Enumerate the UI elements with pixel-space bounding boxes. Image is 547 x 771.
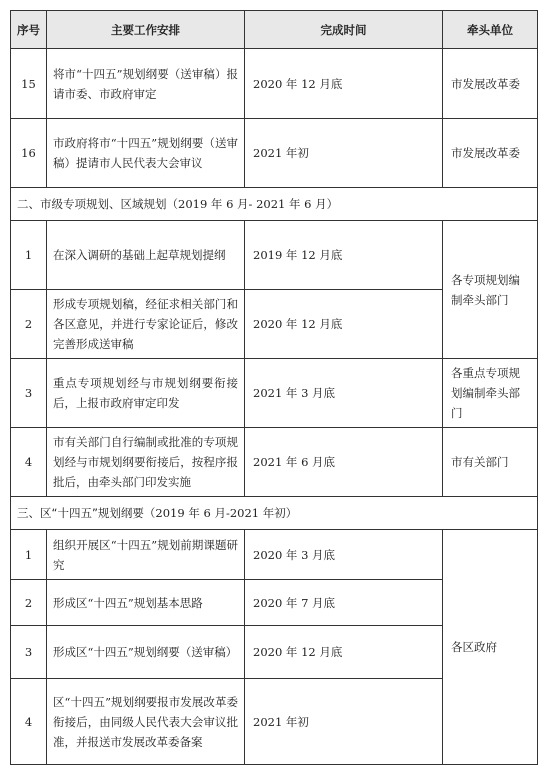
row-task: 形成区“十四五”规划基本思路 — [47, 580, 245, 626]
row-time: 2020 年 3 月底 — [245, 530, 443, 580]
table-row — [11, 359, 538, 428]
row-task: 区“十四五”规划纲要报市发展改革委衔接后，由同级人民代表大会审议批准，并报送市发展改革委备案 — [47, 679, 245, 765]
table-row — [11, 119, 538, 188]
table-row — [11, 428, 538, 497]
row-seq: 15 — [11, 49, 47, 119]
table-row — [11, 530, 538, 580]
row-task: 组织开展区“十四五”规划前期课题研究 — [47, 530, 245, 580]
row-time: 2020 年 12 月底 — [245, 626, 443, 679]
row-time: 2020 年 12 月底 — [245, 290, 443, 359]
row-time: 2020 年 7 月底 — [245, 580, 443, 626]
section-3-title: 三、区“十四五”规划纲要 — [17, 506, 144, 520]
section-2-period: （2019 年 6 月- 2021 年 6 月） — [166, 197, 339, 211]
section-3-period: （2019 年 6 月-2021 年初） — [143, 506, 298, 520]
row-seq: 4 — [11, 679, 47, 765]
row-task: 形成专项规划稿，经征求相关部门和各区意见，并进行专家论证后，修改完善形成送审稿 — [47, 290, 245, 359]
section-2-title: 二、市级专项规划、区域规划 — [17, 197, 167, 211]
row-seq: 4 — [11, 428, 47, 497]
row-unit-merged: 各专项规划编制牵头部门 — [443, 221, 538, 359]
header-task: 主要工作安排 — [47, 11, 245, 49]
header-unit: 牵头单位 — [443, 11, 538, 49]
row-unit: 各重点专项规划编制牵头部门 — [443, 359, 538, 428]
row-task: 将市“十四五”规划纲要（送审稿）报请市委、市政府审定 — [47, 49, 245, 119]
table-row — [11, 221, 538, 290]
row-time: 2021 年 3 月底 — [245, 359, 443, 428]
row-seq: 16 — [11, 119, 47, 188]
row-seq: 1 — [11, 221, 47, 290]
document-page — [10, 10, 537, 765]
row-unit: 市发展改革委 — [443, 49, 538, 119]
row-unit: 市有关部门 — [443, 428, 538, 497]
section-2-heading — [11, 188, 538, 221]
row-seq: 2 — [11, 580, 47, 626]
row-task: 重点专项规划经与市规划纲要衔接后，上报市政府审定印发 — [47, 359, 245, 428]
row-time: 2019 年 12 月底 — [245, 221, 443, 290]
table-row — [11, 49, 538, 119]
header-seq: 序号 — [11, 11, 47, 49]
row-task: 市政府将市“十四五”规划纲要（送审稿）提请市人民代表大会审议 — [47, 119, 245, 188]
table-header-row — [11, 11, 538, 49]
row-time: 2021 年初 — [245, 119, 443, 188]
schedule-table — [10, 10, 538, 765]
row-time: 2020 年 12 月底 — [245, 49, 443, 119]
row-task: 形成区“十四五”规划纲要（送审稿） — [47, 626, 245, 679]
row-unit-merged: 各区政府 — [443, 530, 538, 765]
section-heading-row — [11, 497, 538, 530]
row-unit: 市发展改革委 — [443, 119, 538, 188]
row-time: 2021 年 6 月底 — [245, 428, 443, 497]
section-heading-row — [11, 188, 538, 221]
row-seq: 2 — [11, 290, 47, 359]
section-3-heading — [11, 497, 538, 530]
header-time: 完成时间 — [245, 11, 443, 49]
row-time: 2021 年初 — [245, 679, 443, 765]
row-seq: 3 — [11, 359, 47, 428]
row-seq: 3 — [11, 626, 47, 679]
row-seq: 1 — [11, 530, 47, 580]
row-task: 在深入调研的基础上起草规划提纲 — [47, 221, 245, 290]
row-task: 市有关部门自行编制或批准的专项规划经与市规划纲要衔接后，按程序报批后，由牵头部门印发实施 — [47, 428, 245, 497]
